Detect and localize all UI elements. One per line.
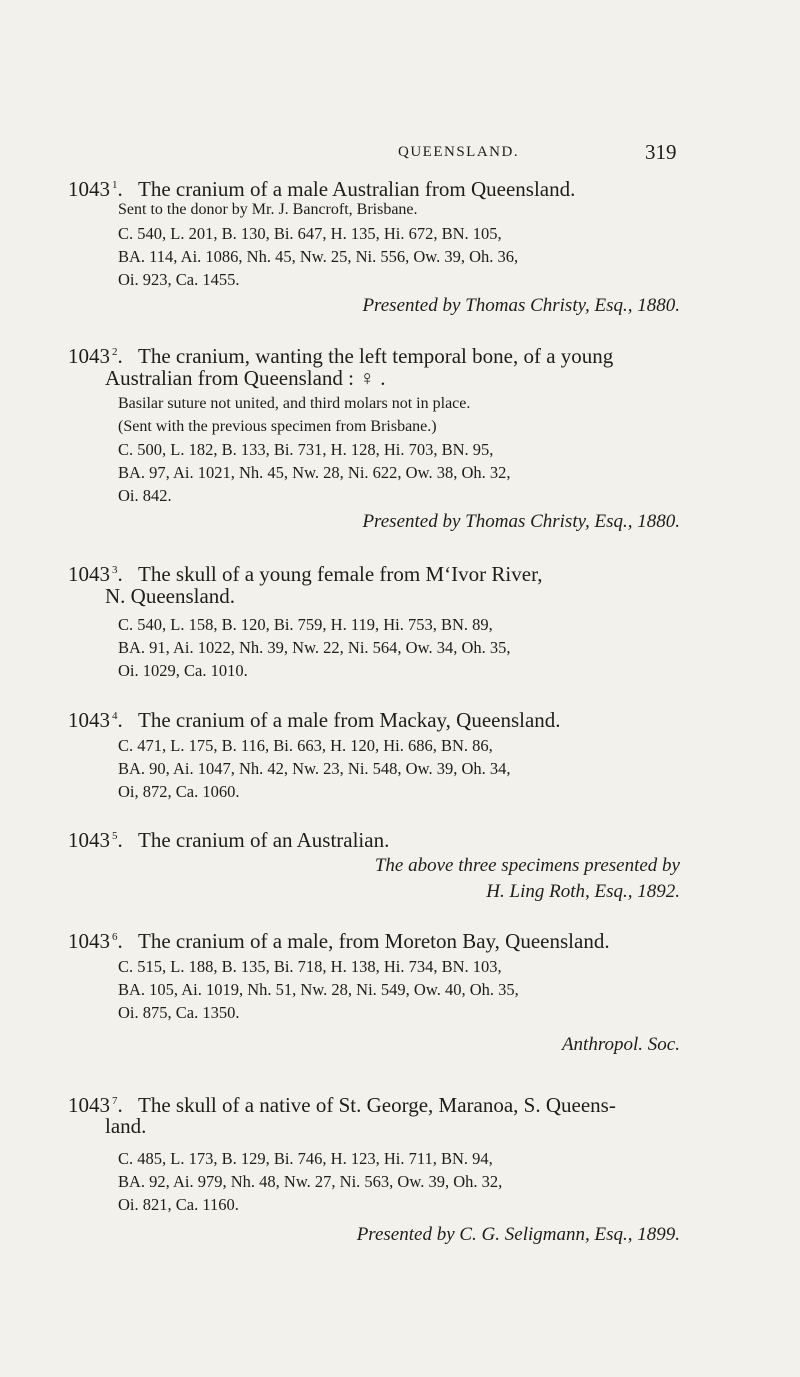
entry-number: 1043 $^3$. [68,562,123,586]
presented-by: Presented by C. G. Seligmann, Esq., 1899. [356,1224,680,1245]
entry-note: Basilar suture not united, and third molars not in place. [118,395,471,412]
page-number: 319 [645,140,677,164]
measurement-line: C. 471, L. 175, B. 116, Bi. 663, H. 120, Hi. 686, BN. 86, [118,736,493,755]
entry-heading-continued: land. [105,1114,147,1138]
running-head [0,140,800,170]
measurement-line: BA. 114, Ai. 1086, Nh. 45, Nw. 25, Ni. 556, Ow. 39, Oh. 36, [118,247,519,266]
entry-heading: 1043 $^1$. The cranium of a male Australian from Queensland. [68,171,575,203]
measurement-line: BA. 92, Ai. 979, Nh. 48, Nw. 27, Ni. 563, Ow. 39, Oh. 32, [118,1172,503,1191]
entry-number: 1043 $^4$. [68,708,123,732]
entry-heading: 1043 $^7$. The skull of a native of St. George, Maranoa, S. Queens- [68,1087,616,1119]
entry-note: Sent to the donor by Mr. J. Bancroft, Brisbane. [118,201,418,218]
presented-by: Presented by Thomas Christy, Esq., 1880. [362,295,680,316]
measurement-line: Oi. 1029, Ca. 1010. [118,661,248,680]
entry-heading: 1043 $^5$. The cranium of an Australian. [68,822,389,854]
presented-by: Anthropol. Soc. [561,1034,680,1055]
presented-by: The above three specimens presented by [374,855,680,876]
measurement-line: Oi. 842. [118,486,172,505]
measurement-line: C. 540, L. 201, B. 130, Bi. 647, H. 135, Hi. 672, BN. 105, [118,224,502,243]
measurement-line: BA. 90, Ai. 1047, Nh. 42, Nw. 23, Ni. 548, Ow. 39, Oh. 34, [118,759,511,778]
entry-heading-continued: N. Queensland. [105,584,236,608]
entry-heading: 1043 $^2$. The cranium, wanting the left temporal bone, of a young [68,338,613,370]
entry-number: 1043 $^7$. [68,1093,123,1117]
measurement-line: BA. 91, Ai. 1022, Nh. 39, Nw. 22, Ni. 564, Ow. 34, Oh. 35, [118,638,511,657]
measurement-line: C. 515, L. 188, B. 135, Bi. 718, H. 138, Hi. 734, BN. 103, [118,957,502,976]
entry-note: (Sent with the previous specimen from Brisbane.) [118,418,437,435]
entry-heading: 1043 $^6$. The cranium of a male, from Moreton Bay, Queensland. [68,923,610,955]
entry-number: 1043 $^5$. [68,828,123,852]
entry-number: 1043 $^1$. [68,177,123,201]
measurement-line: Oi. 875, Ca. 1350. [118,1003,240,1022]
entry-heading: 1043 $^4$. The cranium of a male from Mackay, Queensland. [68,702,561,734]
measurement-line: Oi. 821, Ca. 1160. [118,1195,239,1214]
measurement-line: BA. 97, Ai. 1021, Nh. 45, Nw. 28, Ni. 622, Ow. 38, Oh. 32, [118,463,511,482]
measurement-line: Oi. 923, Ca. 1455. [118,270,240,289]
presented-by: Presented by Thomas Christy, Esq., 1880. [362,511,680,532]
measurement-line: Oi, 872, Ca. 1060. [118,782,240,801]
measurement-line: BA. 105, Ai. 1019, Nh. 51, Nw. 28, Ni. 549, Ow. 40, Oh. 35, [118,980,519,999]
measurement-line: C. 500, L. 182, B. 133, Bi. 731, H. 128, Hi. 703, BN. 95, [118,440,494,459]
entry-heading: 1043 $^3$. The skull of a young female from M‘Ivor River, [68,556,542,588]
measurement-line: C. 540, L. 158, B. 120, Bi. 759, H. 119, Hi. 753, BN. 89, [118,615,493,634]
entry-number: 1043 $^2$. [68,344,123,368]
measurement-line: C. 485, L. 173, B. 129, Bi. 746, H. 123, Hi. 711, BN. 94, [118,1149,493,1168]
running-title: QUEENSLAND. [398,144,520,160]
entry-heading-continued: Australian from Queensland : ♀ . [105,366,386,390]
entry-number: 1043 $^6$. [68,929,123,953]
presented-by: H. Ling Roth, Esq., 1892. [486,881,680,902]
